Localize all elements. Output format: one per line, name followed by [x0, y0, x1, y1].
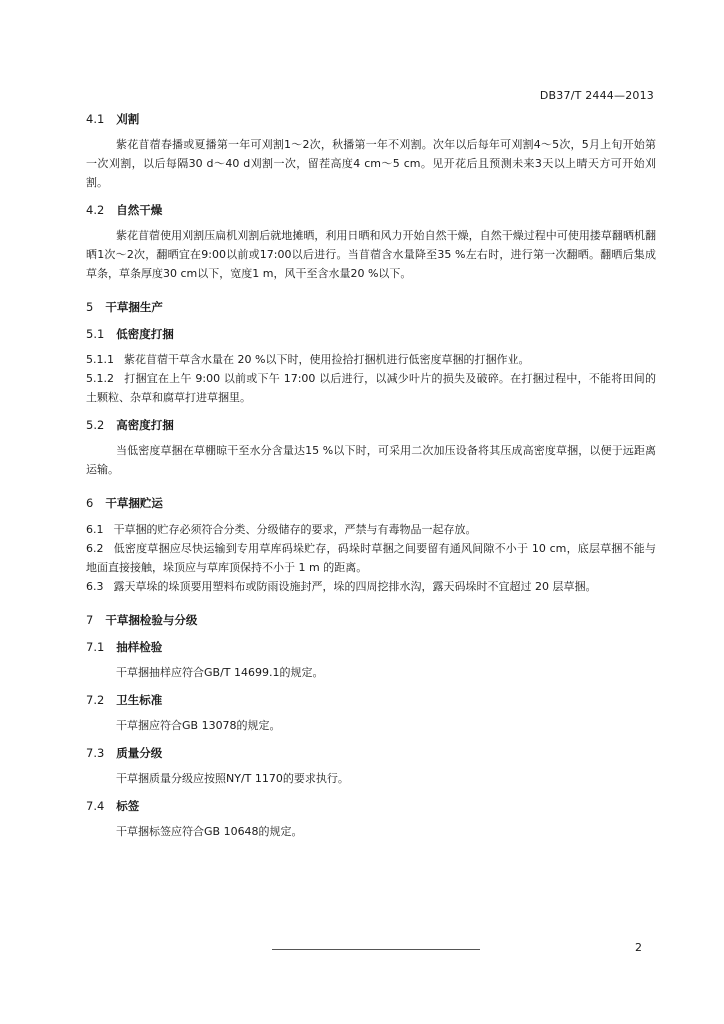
chapter-heading-5	[86, 298, 656, 316]
clause-5-1-2	[86, 369, 656, 407]
clause-6-2	[86, 539, 656, 577]
section-title: 低密度打捆	[116, 327, 174, 341]
chapter-number: 5	[86, 300, 94, 314]
document-code: DB37/T 2444—2013	[539, 89, 654, 102]
section-heading-7-1	[86, 638, 656, 656]
section-number: 4.1	[86, 112, 105, 126]
clause-text: 低密度草捆应尽快运输到专用草库码垛贮存，码垛时草捆之间要留有通风间隙不小于 10 cm，底层草捆不能与地面直接接触，垛顶应与草库顶保持不小于 1 m 的距离。	[86, 542, 656, 574]
chapter-heading-6	[86, 494, 656, 512]
clause-number: 5.1.2	[86, 372, 114, 385]
paragraph-7-4: 干草捆标签应符合GB 10648的规定。	[116, 825, 303, 838]
paragraph-4-2: 紫花苜蓿使用刈割压扁机刈割后就地摊晒，利用日晒和风力开始自然干燥，自然干燥过程中可使用搂草翻晒机翻晒1次～2次，翻晒宜在9:00以前或17:00以后进行。当苜蓿含水量降至35 %左右时，进行第一次翻晒。翻晒后集成草条，草条厚度30 cm以下，宽度1 m，风干至含水量20 %以下。	[86, 229, 656, 280]
section-heading-7-4	[86, 797, 656, 815]
clause-text: 紫花苜蓿干草含水量在 20 %以下时，使用捡拾打捆机进行低密度草捆的打捆作业。	[124, 353, 530, 366]
section-title: 抽样检验	[116, 640, 163, 654]
section-number: 7.4	[86, 799, 105, 813]
clause-text: 干草捆的贮存必须符合分类、分级储存的要求，严禁与有毒物品一起存放。	[113, 523, 477, 536]
section-heading-5-2	[86, 416, 656, 434]
clause-text: 露天草垛的垛顶要用塑料布或防雨设施封严，垛的四周挖排水沟，露天码垛时不宜超过 20 层草捆。	[113, 580, 597, 593]
section-number: 5.1	[86, 327, 105, 341]
section-number: 5.2	[86, 418, 105, 432]
chapter-number: 6	[86, 496, 94, 510]
paragraph-5-2: 当低密度草捆在草棚晾干至水分含量达15 %以下时，可采用二次加压设备将其压成高密度草捆，以便于远距离运输。	[86, 444, 656, 476]
section-title: 标签	[116, 799, 140, 813]
section-title: 高密度打捆	[116, 418, 174, 432]
section-heading-7-3	[86, 744, 656, 762]
section-title: 自然干燥	[116, 203, 163, 217]
chapter-title: 干草捆贮运	[105, 496, 163, 510]
document-body	[86, 110, 656, 841]
section-number: 7.3	[86, 746, 105, 760]
section-heading-5-1	[86, 325, 656, 343]
clause-number: 6.1	[86, 523, 104, 536]
section-number: 4.2	[86, 203, 105, 217]
clause-6-1	[86, 520, 656, 539]
section-title: 质量分级	[116, 746, 163, 760]
section-number: 7.2	[86, 693, 105, 707]
paragraph-4-1: 紫花苜蓿春播或夏播第一年可刈割1～2次，秋播第一年不刈割。次年以后每年可刈割4～5次，5月上旬开始第一次刈割，以后每隔30 d～40 d刈割一次，留茬高度4 cm～5 cm。见开花后且预测未来3天以上晴天方可开始刈割。	[86, 138, 656, 189]
section-title: 卫生标准	[116, 693, 163, 707]
section-number: 7.1	[86, 640, 105, 654]
section-heading-4-1	[86, 110, 656, 128]
chapter-title: 干草捆生产	[105, 300, 163, 314]
clause-6-3	[86, 577, 656, 596]
section-heading-7-2	[86, 691, 656, 709]
chapter-heading-7	[86, 611, 656, 629]
clause-text: 打捆宜在上午 9:00 以前或下午 17:00 以后进行，以减少叶片的损失及破碎。在打捆过程中，不能将田间的土颗粒、杂草和腐草打进草捆里。	[86, 372, 656, 404]
clause-number: 5.1.1	[86, 353, 114, 366]
clause-5-1-1	[86, 350, 656, 369]
paragraph-7-3: 干草捆质量分级应按照NY/T 1170的要求执行。	[116, 772, 349, 785]
clause-number: 6.3	[86, 580, 104, 593]
paragraph-7-2: 干草捆应符合GB 13078的规定。	[116, 719, 281, 732]
page-number: 2	[635, 941, 642, 954]
clause-number: 6.2	[86, 542, 104, 555]
paragraph-7-1: 干草捆抽样应符合GB/T 14699.1的规定。	[116, 666, 324, 679]
section-heading-4-2	[86, 201, 656, 219]
chapter-title: 干草捆检验与分级	[105, 613, 198, 627]
footer-divider	[272, 949, 480, 950]
chapter-number: 7	[86, 613, 94, 627]
section-title: 刈割	[116, 112, 140, 126]
